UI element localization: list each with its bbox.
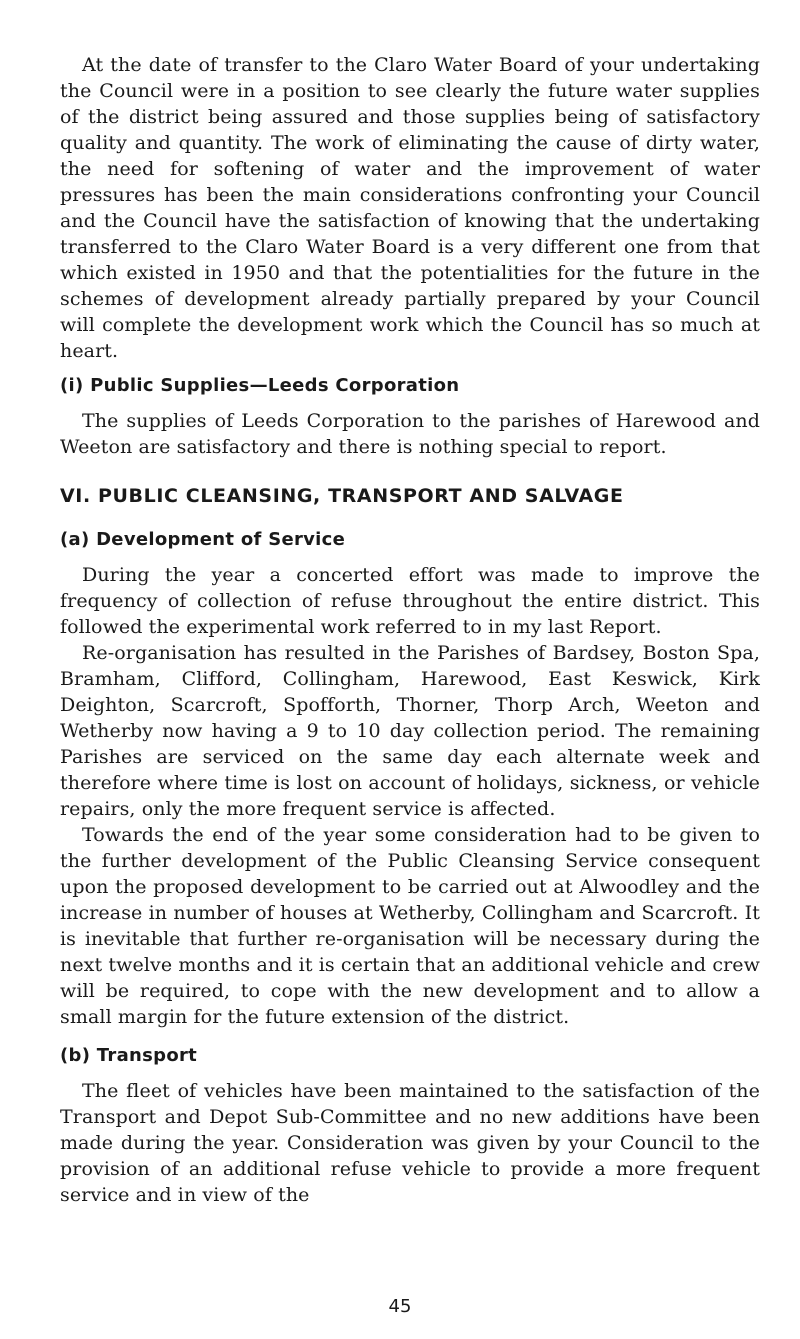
document-page (60, 52, 760, 1208)
development-paragraph-1: During the year a concerted effort was made to improve the frequency of collection of refuse throughout the entire district. This followed the experimental work referred to in my last Report. (60, 564, 760, 638)
transport-paragraph: The fleet of vehicles have been maintained to the satisfaction of the Transport and Depot Sub-Committee and no new additions have been made during the year. Consideration was given by your Council to the provision of an additional refuse vehicle to provide a more frequent service and in view of the (60, 1080, 760, 1206)
section-vi-heading: VI. PUBLIC CLEANSING, TRANSPORT AND SALVAGE (60, 485, 624, 507)
development-paragraph-3: Towards the end of the year some consideration had to be given to the further development of the Public Cleansing Service consequent upon the proposed development to be carried out at Alwoodley and the increase in number of houses at Wetherby, Collingham and Scarcroft. It is inevitable that further re-organisation will be necessary during the next twelve months and it is certain that an additional vehicle and crew will be required, to cope with the new development and to allow a small margin for the future extension of the district. (60, 824, 760, 1028)
intro-paragraph: At the date of transfer to the Claro Water Board of your undertaking the Council were in a position to see clearly the future water supplies of the district being assured and those supplies being of satisfactory quality and quantity. The work of eliminating the cause of dirty water, the need for softening of water and the improvement of water pressures has been the main considerations confronting your Council and the Council have the satisfaction of knowing that the undertaking transferred to the Claro Water Board is a very different one from that which existed in 1950 and that the potentialities for the future in the schemes of development already partially prepared by your Council will complete the development work which the Council has so much at heart. (60, 54, 760, 362)
development-heading: (a) Development of Service (60, 529, 346, 550)
public-supplies-heading: (i) Public Supplies—Leeds Corporation (60, 375, 460, 396)
page-number: 45 (388, 1296, 412, 1317)
transport-heading: (b) Transport (60, 1045, 198, 1066)
development-paragraph-2: Re-organisation has resulted in the Parishes of Bardsey, Boston Spa, Bramham, Clifford, Collingham, Harewood, East Keswick, Kirk Deighton, Scarcroft, Spofforth, Thorner, Thorp Arch, Weeton and Wetherby now having a 9 to 10 day collection period. The remaining Parishes are serviced on the same day each alternate week and therefore where time is lost on account of holidays, sickness, or vehicle repairs, only the more frequent service is affected. (60, 642, 760, 820)
public-supplies-paragraph: The supplies of Leeds Corporation to the parishes of Harewood and Weeton are satisfactory and there is nothing special to report. (60, 410, 760, 458)
